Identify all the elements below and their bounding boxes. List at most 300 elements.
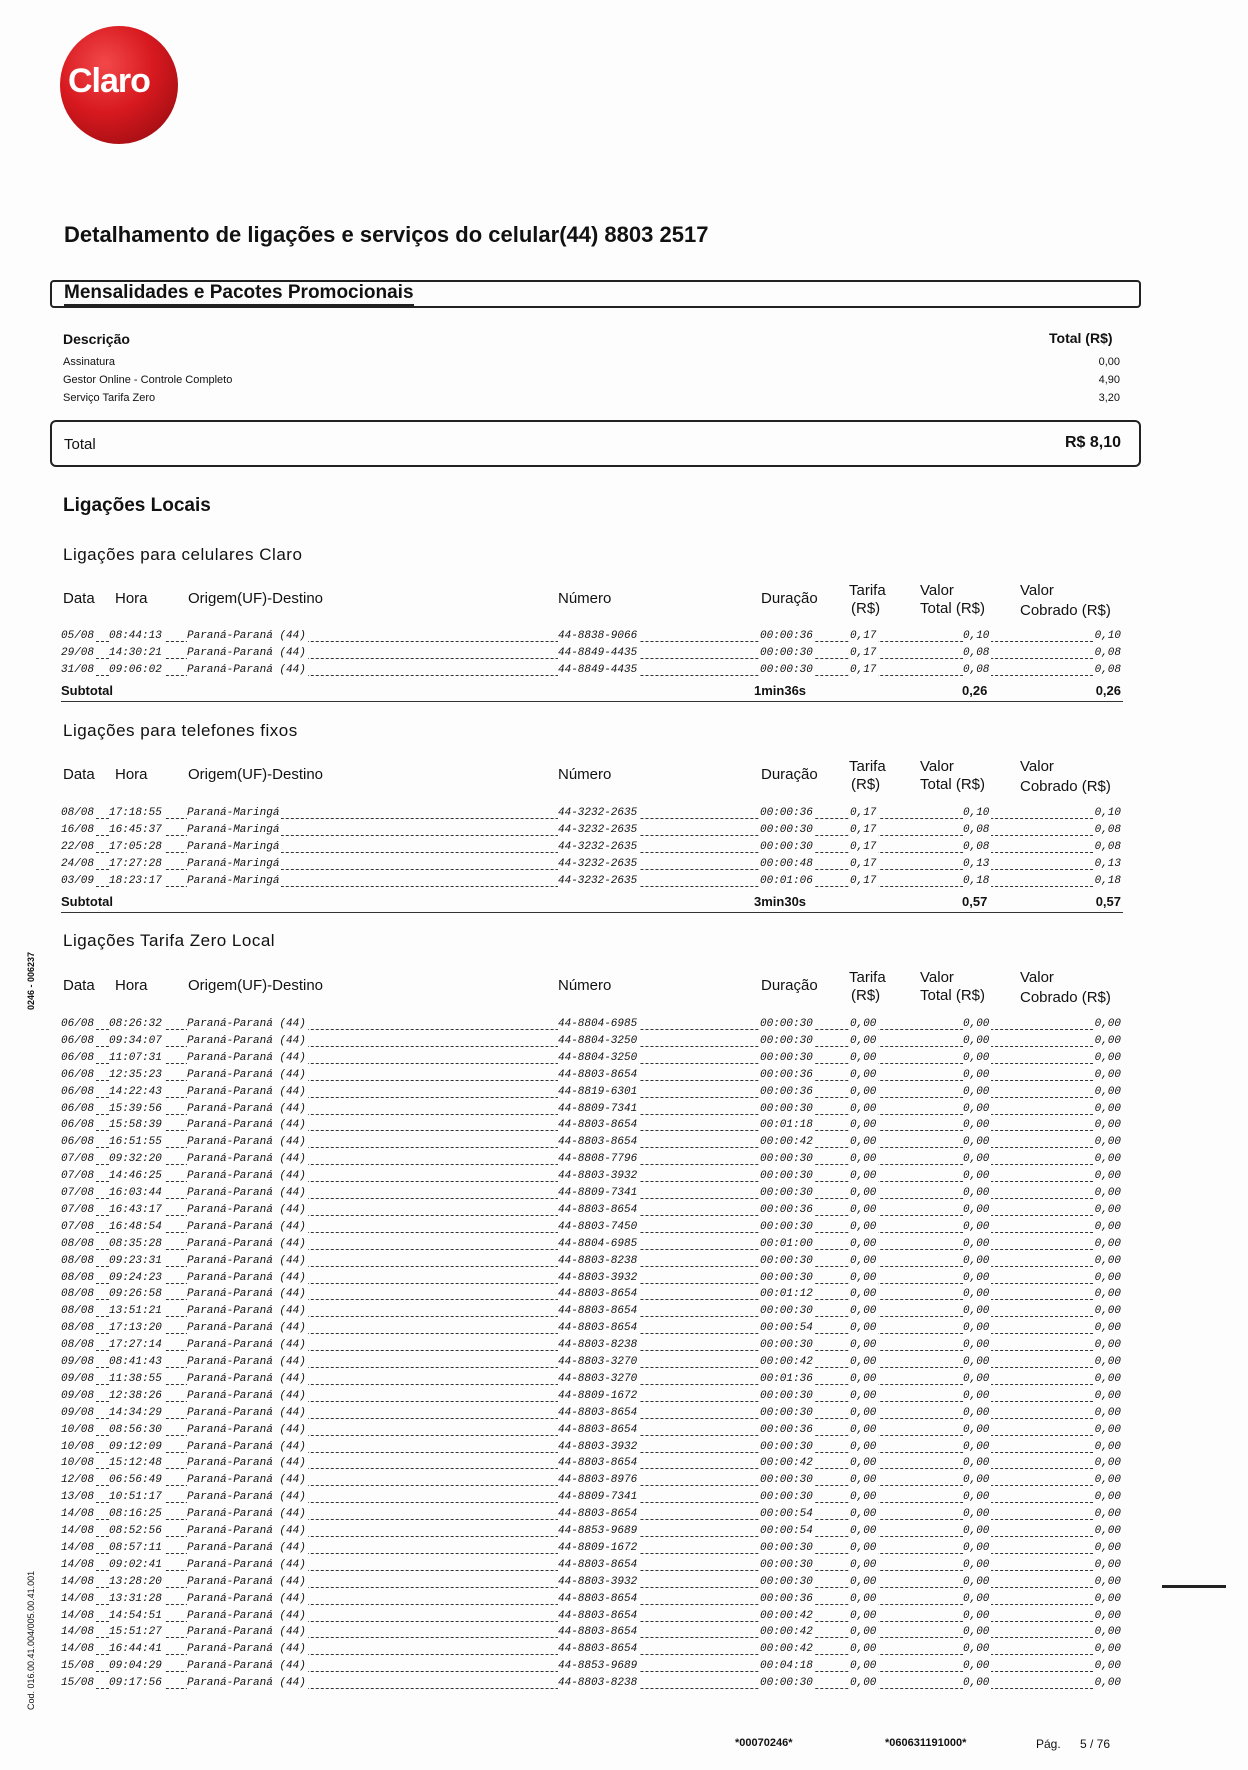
cell-duracao: 00:00:30 <box>760 1541 813 1554</box>
cell-origem: Paraná-Paraná (44) <box>187 1339 306 1352</box>
cell-duracao: 00:00:30 <box>760 1406 813 1419</box>
footer-page-label: Pág. <box>1036 1737 1061 1751</box>
cell-data: 06/08 <box>61 1136 95 1149</box>
cell-numero: 44-8838-9066 <box>558 630 638 642</box>
cell-hora: 16:44:41 <box>109 1643 162 1656</box>
cell-hora: 17:05:28 <box>109 840 162 853</box>
cell-hora: 10:51:17 <box>109 1491 162 1504</box>
cell-hora: 09:32:20 <box>109 1153 162 1166</box>
cell-hora: 15:39:56 <box>109 1102 162 1115</box>
table-row <box>61 1305 1123 1321</box>
cell-origem: Paraná-Paraná (44) <box>187 1305 306 1318</box>
cell-numero: 44-8809-1672 <box>558 1541 638 1554</box>
cell-tarifa: 0,17 <box>850 840 877 853</box>
cell-duracao: 00:00:42 <box>760 1609 813 1622</box>
mensalidades-heading: Mensalidades e Pacotes Promocionais <box>64 282 414 306</box>
cell-valor-cobrado: 0,00 <box>1094 1153 1121 1166</box>
cell-valor-total: 0,00 <box>963 1203 990 1216</box>
cell-numero: 44-8803-7450 <box>558 1220 638 1233</box>
cell-tarifa: 0,17 <box>850 630 877 642</box>
cell-hora: 13:28:20 <box>109 1575 162 1588</box>
col-tarifa-unit: (R$) <box>851 776 881 793</box>
cell-valor-cobrado: 0,00 <box>1094 1170 1121 1183</box>
cell-data: 29/08 <box>61 646 95 659</box>
cell-tarifa: 0,00 <box>850 1626 877 1639</box>
cell-valor-total: 0,00 <box>963 1626 990 1639</box>
cell-valor-total: 0,18 <box>963 874 990 887</box>
cell-valor-total: 0,00 <box>963 1575 990 1588</box>
cell-data: 14/08 <box>61 1508 95 1521</box>
cell-origem: Paraná-Paraná (44) <box>187 1271 306 1284</box>
cell-tarifa: 0,00 <box>850 1508 877 1521</box>
cell-duracao: 00:00:36 <box>760 1423 813 1436</box>
cell-numero: 44-8803-3270 <box>558 1372 638 1385</box>
col-duracao: Duração <box>761 766 818 783</box>
cell-hora: 14:54:51 <box>109 1609 162 1622</box>
cell-origem: Paraná-Paraná (44) <box>187 1051 306 1064</box>
cell-hora: 08:57:11 <box>109 1541 162 1554</box>
cell-numero: 44-3232-2635 <box>558 857 638 870</box>
cell-valor-cobrado: 0,10 <box>1094 807 1121 819</box>
cell-numero: 44-8803-8654 <box>558 1119 638 1132</box>
cell-valor-cobrado: 0,00 <box>1094 1271 1121 1284</box>
col-valor-total: Total (R$) <box>920 987 986 1004</box>
cell-valor-cobrado: 0,08 <box>1094 663 1121 676</box>
cell-data: 08/08 <box>61 1271 95 1284</box>
cell-valor-cobrado: 0,10 <box>1094 630 1121 642</box>
cell-data: 22/08 <box>61 840 95 853</box>
table-row <box>61 1035 1123 1051</box>
cell-numero: 44-8803-8654 <box>558 1626 638 1639</box>
cell-numero: 44-8809-7341 <box>558 1102 638 1115</box>
cell-tarifa: 0,17 <box>850 857 877 870</box>
section-title: Ligações para celulares Claro <box>63 545 303 564</box>
cell-data: 09/08 <box>61 1356 95 1368</box>
cell-origem: Paraná-Paraná (44) <box>187 1525 306 1537</box>
cell-hora: 09:17:56 <box>109 1677 162 1690</box>
cell-duracao: 00:04:18 <box>760 1660 813 1673</box>
col-origem: Origem(UF)-Destino <box>188 766 324 783</box>
table-row <box>61 1424 1123 1440</box>
cell-valor-cobrado: 0,00 <box>1094 1575 1121 1588</box>
col-origem: Origem(UF)-Destino <box>188 590 324 607</box>
cell-hora: 14:46:25 <box>109 1170 162 1183</box>
table-row <box>61 1542 1123 1558</box>
cell-duracao: 00:00:36 <box>760 1068 813 1081</box>
cell-data: 14/08 <box>61 1575 95 1588</box>
cell-tarifa: 0,00 <box>850 1592 877 1605</box>
cell-tarifa: 0,00 <box>850 1119 877 1132</box>
cell-origem: Paraná-Paraná (44) <box>187 1389 306 1402</box>
table-row <box>61 1660 1123 1676</box>
cell-duracao: 00:00:30 <box>760 840 813 853</box>
cell-data: 08/08 <box>61 1288 95 1301</box>
cell-tarifa: 0,17 <box>850 663 877 676</box>
cell-data: 06/08 <box>61 1051 95 1064</box>
total-value: R$ 8,10 <box>1064 434 1121 451</box>
col-tarifa: Tarifa <box>849 969 886 986</box>
cell-origem: Paraná-Paraná (44) <box>187 1136 306 1149</box>
cell-numero: 44-8803-3932 <box>558 1575 638 1588</box>
col-valor-cobrado: Cobrado (R$) <box>1020 778 1111 795</box>
cell-valor-cobrado: 0,00 <box>1094 1254 1121 1267</box>
cell-data: 12/08 <box>61 1474 95 1487</box>
table-row <box>61 1390 1123 1406</box>
cell-duracao: 00:00:30 <box>760 823 813 836</box>
col-hora: Hora <box>115 766 148 783</box>
page-title: Detalhamento de ligações e serviços do celular(44) 8803 2517 <box>64 222 709 247</box>
table-row <box>61 1018 1123 1034</box>
cell-data: 08/08 <box>61 1237 95 1250</box>
col-valor-2: Valor <box>1020 758 1054 775</box>
cell-data: 14/08 <box>61 1626 95 1639</box>
cell-origem: Paraná-Paraná (44) <box>187 1288 306 1301</box>
cell-tarifa: 0,00 <box>850 1372 877 1385</box>
col-data: Data <box>63 977 95 994</box>
cell-hora: 13:31:28 <box>109 1592 162 1605</box>
cell-duracao: 00:00:54 <box>760 1508 813 1521</box>
cell-duracao: 00:00:30 <box>760 1254 813 1267</box>
cell-numero: 44-8803-8654 <box>558 1203 638 1216</box>
cell-data: 09/08 <box>61 1372 95 1385</box>
cell-valor-cobrado: 0,00 <box>1094 1305 1121 1318</box>
cell-origem: Paraná-Paraná (44) <box>187 1575 306 1588</box>
cell-valor-total: 0,00 <box>963 1271 990 1284</box>
cell-valor-total: 0,00 <box>963 1085 990 1098</box>
table-row <box>61 630 1123 646</box>
cell-valor-total: 0,00 <box>963 1170 990 1183</box>
cell-duracao: 00:00:48 <box>760 857 813 870</box>
cell-valor-cobrado: 0,00 <box>1094 1034 1121 1047</box>
cell-valor-cobrado: 0,00 <box>1094 1018 1121 1030</box>
cell-duracao: 00:00:30 <box>760 1575 813 1588</box>
mensalidade-value: 4,90 <box>1098 374 1120 386</box>
cell-valor-total: 0,00 <box>963 1102 990 1115</box>
cell-duracao: 00:00:30 <box>760 1102 813 1115</box>
col-valor-cobrado: Cobrado (R$) <box>1020 989 1111 1006</box>
table-row <box>61 1508 1123 1524</box>
cell-numero: 44-8853-9689 <box>558 1660 638 1673</box>
subtotal-label: Subtotal <box>61 683 113 698</box>
cell-tarifa: 0,00 <box>850 1322 877 1335</box>
cell-data: 07/08 <box>61 1170 95 1183</box>
cell-duracao: 00:01:00 <box>760 1237 813 1250</box>
cell-valor-total: 0,00 <box>963 1423 990 1436</box>
cell-duracao: 00:01:18 <box>760 1119 813 1132</box>
cell-numero: 44-8803-8654 <box>558 1643 638 1656</box>
col-numero: Número <box>558 590 612 607</box>
table-row <box>61 647 1123 663</box>
col-numero: Número <box>558 766 612 783</box>
cell-tarifa: 0,00 <box>850 1660 877 1673</box>
cell-origem: Paraná-Maringá <box>187 823 280 836</box>
cell-origem: Paraná-Maringá <box>187 857 280 870</box>
table-row <box>61 1356 1123 1372</box>
cell-valor-total: 0,00 <box>963 1136 990 1149</box>
cell-valor-cobrado: 0,00 <box>1094 1102 1121 1115</box>
cell-valor-total: 0,08 <box>963 646 990 659</box>
cell-valor-total: 0,00 <box>963 1457 990 1470</box>
cell-valor-cobrado: 0,00 <box>1094 1322 1121 1335</box>
cell-numero: 44-3232-2635 <box>558 874 638 887</box>
cell-duracao: 00:00:30 <box>760 1440 813 1453</box>
cell-origem: Paraná-Paraná (44) <box>187 1643 306 1656</box>
cell-valor-total: 0,00 <box>963 1220 990 1233</box>
cell-origem: Paraná-Paraná (44) <box>187 1085 306 1098</box>
cell-tarifa: 0,17 <box>850 874 877 887</box>
cell-duracao: 00:00:42 <box>760 1136 813 1149</box>
cell-numero: 44-8803-8654 <box>558 1457 638 1470</box>
margin-mark <box>1162 1585 1226 1588</box>
cell-hora: 06:56:49 <box>109 1474 162 1487</box>
claro-logo <box>60 26 178 144</box>
cell-valor-total: 0,00 <box>963 1508 990 1521</box>
cell-data: 06/08 <box>61 1119 95 1132</box>
cell-valor-cobrado: 0,00 <box>1094 1643 1121 1656</box>
col-tarifa: Tarifa <box>849 582 886 599</box>
cell-hora: 09:06:02 <box>109 663 162 676</box>
cell-valor-total: 0,00 <box>963 1153 990 1166</box>
col-origem: Origem(UF)-Destino <box>188 977 324 994</box>
cell-data: 10/08 <box>61 1440 95 1453</box>
table-row <box>61 1474 1123 1490</box>
cell-data: 10/08 <box>61 1457 95 1470</box>
cell-numero: 44-8803-3932 <box>558 1170 638 1183</box>
cell-hora: 14:34:29 <box>109 1406 162 1419</box>
cell-numero: 44-8819-6301 <box>558 1085 638 1098</box>
cell-valor-cobrado: 0,00 <box>1094 1677 1121 1690</box>
cell-duracao: 00:00:30 <box>760 1491 813 1504</box>
cell-hora: 08:35:28 <box>109 1237 162 1250</box>
cell-valor-cobrado: 0,00 <box>1094 1203 1121 1216</box>
cell-numero: 44-8809-1672 <box>558 1389 638 1402</box>
cell-valor-total: 0,00 <box>963 1474 990 1487</box>
cell-numero: 44-8803-8976 <box>558 1474 638 1487</box>
cell-tarifa: 0,00 <box>850 1643 877 1656</box>
cell-origem: Paraná-Paraná (44) <box>187 1474 306 1487</box>
cell-tarifa: 0,00 <box>850 1457 877 1470</box>
cell-data: 06/08 <box>61 1068 95 1081</box>
cell-tarifa: 0,00 <box>850 1254 877 1267</box>
cell-hora: 17:27:28 <box>109 857 162 870</box>
cell-data: 09/08 <box>61 1406 95 1419</box>
cell-tarifa: 0,00 <box>850 1440 877 1453</box>
table-row <box>61 1288 1123 1304</box>
cell-valor-total: 0,00 <box>963 1389 990 1402</box>
cell-data: 14/08 <box>61 1643 95 1656</box>
cell-tarifa: 0,00 <box>850 1085 877 1098</box>
cell-origem: Paraná-Paraná (44) <box>187 630 306 642</box>
cell-tarifa: 0,00 <box>850 1305 877 1318</box>
cell-hora: 14:30:21 <box>109 646 162 659</box>
cell-origem: Paraná-Paraná (44) <box>187 1220 306 1233</box>
cell-data: 14/08 <box>61 1525 95 1537</box>
cell-tarifa: 0,00 <box>850 1575 877 1588</box>
cell-tarifa: 0,00 <box>850 1136 877 1149</box>
cell-valor-total: 0,08 <box>963 823 990 836</box>
col-tarifa: Tarifa <box>849 758 886 775</box>
table-row <box>61 1677 1123 1693</box>
cell-tarifa: 0,00 <box>850 1474 877 1487</box>
cell-origem: Paraná-Paraná (44) <box>187 1203 306 1216</box>
cell-valor-cobrado: 0,08 <box>1094 840 1121 853</box>
cell-tarifa: 0,17 <box>850 646 877 659</box>
cell-valor-total: 0,00 <box>963 1558 990 1571</box>
cell-tarifa: 0,00 <box>850 1018 877 1030</box>
col-data: Data <box>63 590 95 607</box>
cell-data: 07/08 <box>61 1187 95 1199</box>
cell-origem: Paraná-Paraná (44) <box>187 1068 306 1081</box>
cell-valor-cobrado: 0,08 <box>1094 646 1121 659</box>
cell-hora: 08:44:13 <box>109 630 162 642</box>
cell-valor-cobrado: 0,00 <box>1094 1660 1121 1673</box>
col-tarifa-unit: (R$) <box>851 600 881 617</box>
cell-hora: 09:12:09 <box>109 1440 162 1453</box>
cell-data: 14/08 <box>61 1609 95 1622</box>
subtotal-valor-total: 0,57 <box>962 894 988 909</box>
cell-tarifa: 0,00 <box>850 1288 877 1301</box>
table-row <box>61 1339 1123 1355</box>
cell-origem: Paraná-Paraná (44) <box>187 1018 306 1030</box>
cell-duracao: 00:00:42 <box>760 1356 813 1368</box>
mensalidade-value: 0,00 <box>1098 356 1120 368</box>
cell-numero: 44-8803-8654 <box>558 1288 638 1301</box>
cell-valor-cobrado: 0,13 <box>1094 857 1121 870</box>
footer-page: 5 / 76 <box>1080 1737 1111 1751</box>
cell-valor-cobrado: 0,08 <box>1094 823 1121 836</box>
cell-tarifa: 0,00 <box>850 1203 877 1216</box>
cell-valor-total: 0,00 <box>963 1372 990 1385</box>
cell-valor-cobrado: 0,18 <box>1094 874 1121 887</box>
cell-valor-cobrado: 0,00 <box>1094 1440 1121 1453</box>
cell-duracao: 00:00:30 <box>760 1018 813 1030</box>
cell-origem: Paraná-Paraná (44) <box>187 663 306 676</box>
cell-valor-cobrado: 0,00 <box>1094 1474 1121 1487</box>
table-row <box>61 1610 1123 1626</box>
cell-valor-cobrado: 0,00 <box>1094 1389 1121 1402</box>
subtotal-label: Subtotal <box>61 894 113 909</box>
cell-tarifa: 0,00 <box>850 1102 877 1115</box>
cell-hora: 18:23:17 <box>109 874 162 887</box>
cell-valor-cobrado: 0,00 <box>1094 1085 1121 1098</box>
cell-numero: 44-3232-2635 <box>558 807 638 819</box>
cell-data: 24/08 <box>61 857 95 870</box>
cell-numero: 44-3232-2635 <box>558 840 638 853</box>
side-code-bottom: Cod. 016.00.41.004/005.00.41.001 <box>26 1570 36 1710</box>
cell-hora: 08:26:32 <box>109 1018 162 1030</box>
table-row <box>61 1255 1123 1271</box>
table-row <box>61 664 1123 680</box>
col-hora: Hora <box>115 590 148 607</box>
cell-origem: Paraná-Paraná (44) <box>187 1609 306 1622</box>
cell-valor-total: 0,00 <box>963 1034 990 1047</box>
cell-data: 08/08 <box>61 1254 95 1267</box>
cell-valor-total: 0,00 <box>963 1237 990 1250</box>
cell-hora: 16:03:44 <box>109 1187 162 1199</box>
cell-numero: 44-8809-7341 <box>558 1491 638 1504</box>
cell-hora: 16:48:54 <box>109 1220 162 1233</box>
col-valor-total: Total (R$) <box>920 776 986 793</box>
cell-valor-cobrado: 0,00 <box>1094 1051 1121 1064</box>
mensalidade-desc: Gestor Online - Controle Completo <box>63 374 233 386</box>
cell-valor-total: 0,00 <box>963 1322 990 1335</box>
cell-origem: Paraná-Paraná (44) <box>187 1254 306 1267</box>
cell-numero: 44-8804-3250 <box>558 1051 638 1064</box>
cell-origem: Paraná-Paraná (44) <box>187 1592 306 1605</box>
total-label: Total <box>64 436 96 453</box>
table-row <box>61 1153 1123 1169</box>
table-row <box>61 1204 1123 1220</box>
cell-data: 14/08 <box>61 1558 95 1571</box>
subtotal-valor-total: 0,26 <box>962 683 988 698</box>
cell-duracao: 00:00:30 <box>760 1034 813 1047</box>
cell-origem: Paraná-Paraná (44) <box>187 1153 306 1166</box>
cell-hora: 08:16:25 <box>109 1508 162 1521</box>
cell-hora: 09:04:29 <box>109 1660 162 1673</box>
cell-tarifa: 0,00 <box>850 1491 877 1504</box>
table-row <box>61 1272 1123 1288</box>
table-row <box>61 1457 1123 1473</box>
cell-origem: Paraná-Paraná (44) <box>187 1626 306 1639</box>
table-row <box>61 841 1123 857</box>
cell-numero: 44-8803-8654 <box>558 1136 638 1149</box>
table-row <box>61 1069 1123 1085</box>
table-row <box>61 1593 1123 1609</box>
cell-hora: 09:02:41 <box>109 1558 162 1571</box>
cell-tarifa: 0,00 <box>850 1220 877 1233</box>
cell-origem: Paraná-Paraná (44) <box>187 1170 306 1183</box>
subtotal-row <box>61 894 1123 913</box>
cell-valor-total: 0,00 <box>963 1018 990 1030</box>
cell-data: 15/08 <box>61 1660 95 1673</box>
cell-hora: 14:22:43 <box>109 1085 162 1098</box>
cell-valor-cobrado: 0,00 <box>1094 1508 1121 1521</box>
cell-duracao: 00:00:30 <box>760 1220 813 1233</box>
cell-valor-cobrado: 0,00 <box>1094 1541 1121 1554</box>
col-valor-1: Valor <box>920 582 954 599</box>
cell-duracao: 00:00:42 <box>760 1626 813 1639</box>
mensalidade-value: 3,20 <box>1098 392 1120 404</box>
cell-valor-total: 0,00 <box>963 1643 990 1656</box>
cell-hora: 17:13:20 <box>109 1322 162 1335</box>
col-descricao: Descrição <box>63 331 130 347</box>
table-row <box>61 1576 1123 1592</box>
ligacoes-locais-heading: Ligações Locais <box>63 495 211 516</box>
cell-origem: Paraná-Paraná (44) <box>187 1372 306 1385</box>
cell-tarifa: 0,00 <box>850 1423 877 1436</box>
cell-origem: Paraná-Paraná (44) <box>187 1034 306 1047</box>
cell-duracao: 00:00:54 <box>760 1525 813 1537</box>
cell-valor-total: 0,00 <box>963 1406 990 1419</box>
cell-duracao: 00:00:30 <box>760 1677 813 1690</box>
cell-data: 13/08 <box>61 1491 95 1504</box>
cell-origem: Paraná-Maringá <box>187 840 280 853</box>
cell-origem: Paraná-Paraná (44) <box>187 1491 306 1504</box>
cell-numero: 44-8803-8654 <box>558 1068 638 1081</box>
cell-valor-cobrado: 0,00 <box>1094 1372 1121 1385</box>
cell-hora: 08:41:43 <box>109 1356 162 1368</box>
cell-valor-cobrado: 0,00 <box>1094 1491 1121 1504</box>
cell-data: 07/08 <box>61 1153 95 1166</box>
col-hora: Hora <box>115 977 148 994</box>
subtotal-row <box>61 683 1123 702</box>
cell-hora: 09:23:31 <box>109 1254 162 1267</box>
cell-origem: Paraná-Maringá <box>187 807 280 819</box>
cell-numero: 44-8803-8654 <box>558 1406 638 1419</box>
cell-valor-cobrado: 0,00 <box>1094 1288 1121 1301</box>
cell-duracao: 00:01:36 <box>760 1372 813 1385</box>
cell-tarifa: 0,17 <box>850 807 877 819</box>
